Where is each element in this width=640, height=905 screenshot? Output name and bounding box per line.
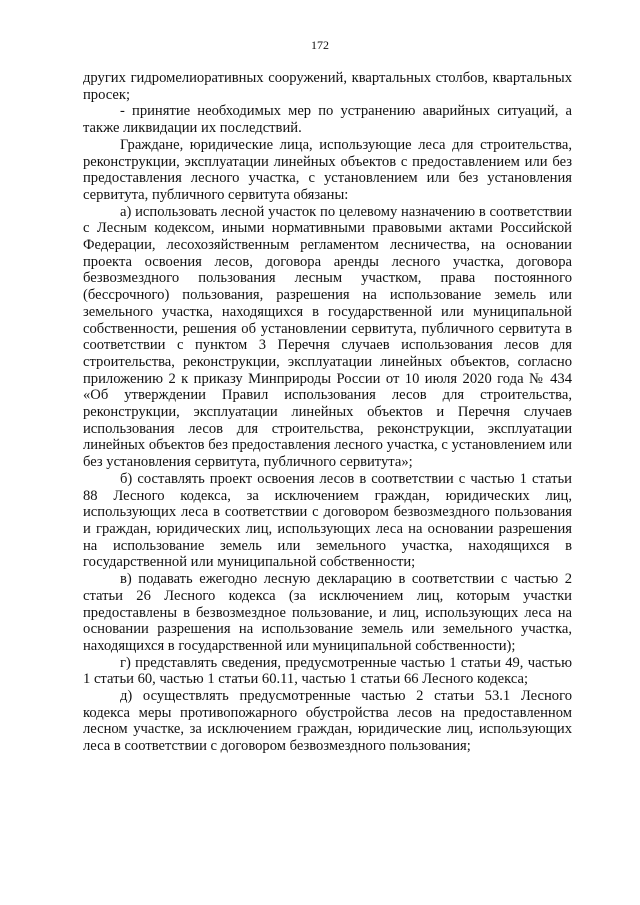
paragraph-item-g: г) представлять сведения, предусмотренные частью 1 статьи 49, частью 1 статьи 60, частью 1 статьи 60.11, частью 1 статьи 66 Лесного кодекса;	[83, 654, 572, 688]
paragraph-obligations-intro: Граждане, юридические лица, использующие леса для строительства, реконструкции, эксплуатации линейных объектов с предоставлением или без предоставления лесного участка, с установлением или без установления сервитута, публичного сервитута обязаны:	[83, 136, 572, 203]
paragraph-continuation: других гидромелиоративных сооружений, квартальных столбов, квартальных просек;	[83, 70, 572, 103]
page-number: 172	[311, 38, 329, 52]
paragraph-emergency-measures: - принятие необходимых мер по устранению аварийных ситуаций, а также ликвидации их последствий.	[83, 103, 572, 137]
paragraph-item-a: а) использовать лесной участок по целевому назначению в соответствии с Лесным кодексом, иными нормативными правовыми актами Российской Федерации, лесохозяйственным регламентом лесничества, на основании проекта освоения лесов, договора аренды лесного участка, договора безвозмездного пользования лесным участком, права постоянного (бессрочного) пользования, разрешения на использование земель или земельного участка, находящихся в государственной или муниципальной собственности, решения об установлении сервитута, публичного сервитута в соответствии с пунктом 3 Перечня случаев использования лесов для строительства, реконструкции, эксплуатации линейных объектов, согласно приложению 2 к приказу Минприроды России от 10 июля 2020 года № 434 «Об утверждении Правил использования лесов для строительства, реконструкции, эксплуатации линейных объектов и Перечня случаев использования лесов для строительства, реконструкции, эксплуатации линейных объектов без предоставления лесного участка, с установлением или без установления сервитута, публичного сервитута»;	[83, 203, 572, 471]
paragraph-item-d: д) осуществлять предусмотренные частью 2 статьи 53.1 Лесного кодекса меры противопожарного обустройства лесов на предоставленном лесном участке, за исключением граждан, юридические лиц, использующих леса в соответствии с договором безвозмездного пользования;	[83, 688, 572, 755]
document-body	[83, 70, 572, 755]
paragraph-item-b: б) составлять проект освоения лесов в соответствии с частью 1 статьи 88 Лесного кодекса, за исключением граждан, юридических лиц, использующих леса в соответствии с договором безвозмездного пользования и граждан, юридических лиц, использующих леса на основании разрешения на использование земель или земельного участка, находящихся в государственной или муниципальной собственности;	[83, 470, 572, 571]
paragraph-item-v: в) подавать ежегодно лесную декларацию в соответствии с частью 2 статьи 26 Лесного кодекса (за исключением лиц, которым участки предоставлены в безвозмездное пользование, и лиц, использующих леса на основании разрешения на использование земель или земельного участка, находящихся в государственной или муниципальной собственности);	[83, 571, 572, 654]
